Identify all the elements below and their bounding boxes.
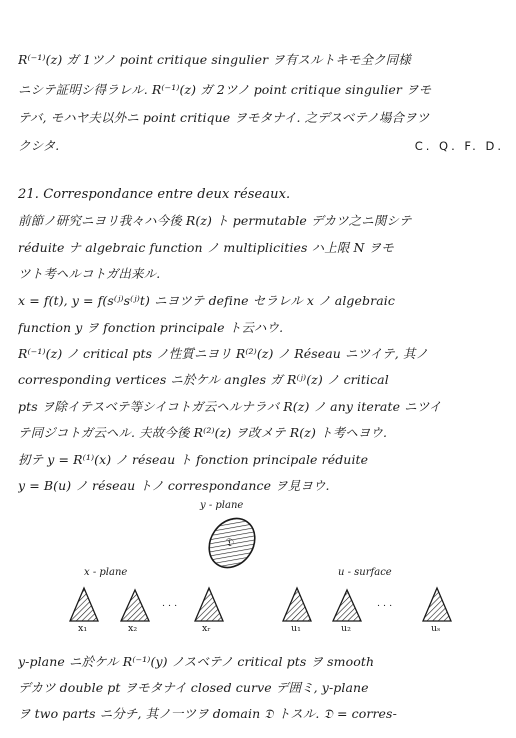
text-line-10: function y ヲ fonction principale ト云ハウ. — [18, 320, 284, 335]
qed-mark: C. Q. F. D. — [414, 139, 504, 153]
u-triangle-s — [423, 588, 451, 621]
text-line-17: y-plane ニ於ケル R⁽⁻¹⁾(y) ノスベテノ critical pts ヲ smooth — [18, 654, 375, 669]
text-line-8: ツト考ヘルコトガ出来ル. — [18, 266, 161, 281]
domain-symbol: 𝔇 — [226, 536, 235, 549]
text-line-6: 前節ノ研究ニヨリ我々ハ今後 R(z) ト permutable デカツ之ニ関シテ — [18, 213, 412, 228]
text-line-15: 扨テ y = R⁽¹⁾(x) ノ réseau ト fonction principale réduite — [18, 452, 369, 467]
text-line-9: x = f(t), y = f(s⁽ʲ⁾s⁽ʲ⁾t) ニヨツテ define セラレル x ノ algebraic — [18, 293, 395, 308]
u-triangle-2 — [333, 590, 361, 621]
y-plane-label: y - plane — [200, 500, 244, 511]
x-triangle-r — [195, 588, 223, 621]
text-line-4: クシタ. — [18, 138, 60, 153]
text-line-19: ヲ two parts ニ分チ, 其ノ一ツヲ domain 𝔇 トスル. 𝔇 = corres- — [18, 706, 397, 721]
x-dots: . . . — [162, 598, 178, 609]
text-line-11: R⁽⁻¹⁾(z) ノ critical pts ノ性質ニヨリ R⁽²⁾(z) ノ Réseau ニツイテ, 其ノ — [18, 346, 429, 361]
text-line-1: R⁽⁻¹⁾(z) ガ 1ツノ point critique singulier ヲ有スルトキモ全ク同様 — [18, 52, 411, 67]
x-sub-r: xᵣ — [202, 623, 211, 634]
u-sub-s: uₛ — [431, 623, 441, 634]
text-line-16: y = B(u) ノ réseau トノ correspondance ヲ見ヨウ. — [18, 478, 330, 493]
x-sub-1: x₁ — [78, 623, 88, 634]
text-line-13: pts ヲ除イテスベテ等シイコトガ云ヘルナラバ R(z) ノ any iterate ニツイ — [18, 399, 442, 414]
text-line-12: corresponding vertices ニ於ケル angles ガ R⁽ʲ⁾(z) ノ critical — [18, 372, 389, 387]
text-line-3: テバ, モハヤ夫以外ニ point critique ヲモタナイ. 之デスベテノ場合ヲツ — [18, 110, 430, 125]
u-triangle-1 — [283, 588, 311, 621]
text-line-7: réduite ナ algebraic function ノ multiplicities ハ上限 N ヲモ — [18, 240, 394, 255]
u-dots: . . . — [377, 598, 393, 609]
text-line-14: テ同ジコトガ云ヘル. 夫故今後 R⁽²⁾(z) ヲ改メテ R(z) ト考ヘヨウ. — [18, 425, 388, 440]
u-sub-1: u₁ — [291, 623, 301, 634]
x-triangle-2 — [121, 590, 149, 621]
text-line-2: ニシテ証明シ得ラレル. R⁽⁻¹⁾(z) ガ 2ツノ point critique singulier ヲモ — [18, 82, 432, 97]
section-heading: 21. Correspondance entre deux réseaux. — [18, 187, 291, 202]
x-triangle-1 — [70, 588, 98, 621]
u-sub-2: u₂ — [341, 623, 351, 634]
text-line-18: デカツ double pt ヲモタナイ closed curve デ囲ミ, y-plane — [18, 680, 369, 695]
u-surface-label: u - surface — [338, 567, 392, 578]
x-plane-label: x - plane — [84, 567, 128, 578]
x-sub-2: x₂ — [128, 623, 138, 634]
